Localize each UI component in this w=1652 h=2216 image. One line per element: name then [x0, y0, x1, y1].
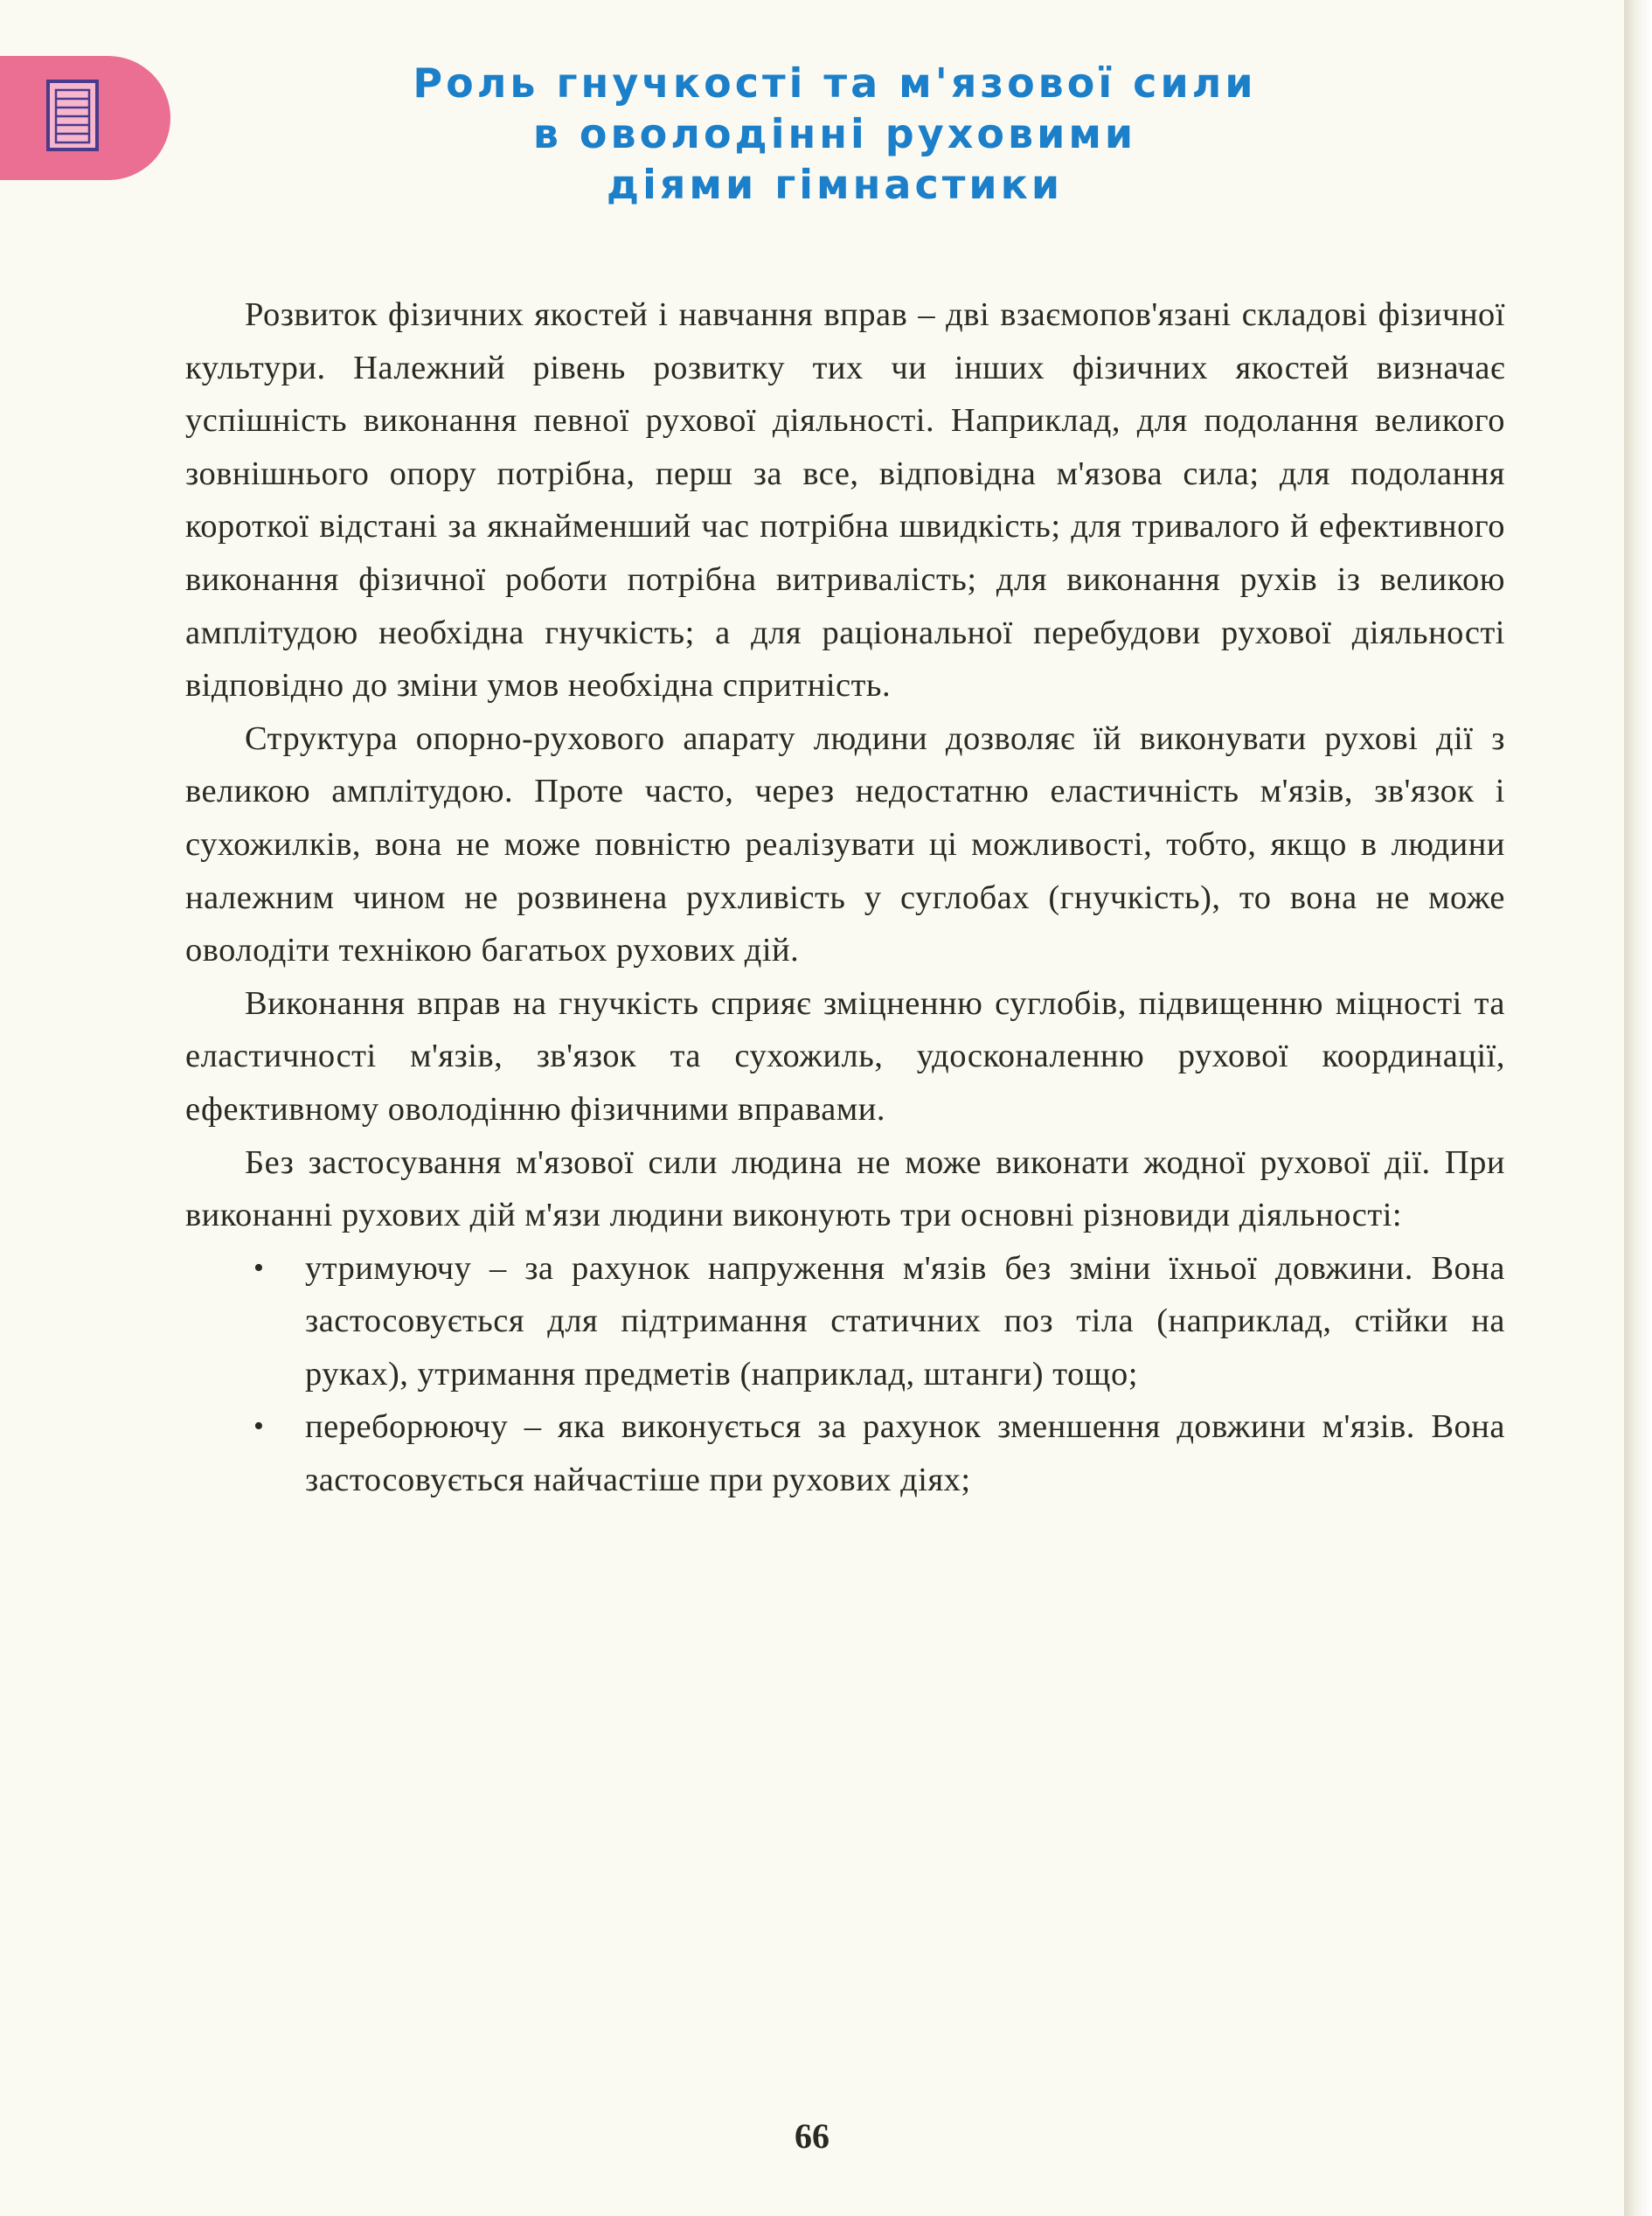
paragraph: Розвиток фізичних якостей і навчання вправ – дві взаємопов'язані складові фізичної культури. Належний рівень розвитку тих чи інших фізичних якостей визначає успішність виконання певної рухової діяльності. Наприклад, для подолання великого зовнішнього опору потрібна, перш за все, відповідна м'язова сила; для подолання короткої відстані за якнайменший час потрібна швидкість; для тривалого й ефективного виконання фізичної роботи потрібна витривалість; для виконання рухів із великою амплітудою необхідна гнучкість; а для раціональної перебудови рухової діяльності відповідно до зміни умов необхідна спритність.: [185, 296, 1505, 705]
page-title: [262, 58, 1407, 210]
paragraph: Структура опорно-рухового апарату людини дозволяє їй виконувати рухові дії з великою амплітудою. Проте часто, через недостатню еластичність м'язів, зв'язок і сухожилків, вона не може повністю реалізувати ці можливості, тобто, якщо в людини належним чином не розвинена рухливість у суглобах (гнучкість), то вона не може оволодіти технікою багатьох рухових дій.: [185, 719, 1505, 969]
page-edge: [1624, 0, 1652, 2216]
section-tab: [0, 56, 170, 180]
bullet-marker: •: [253, 1410, 265, 1443]
title-line: діями гімнастики: [606, 161, 1064, 208]
title-line: Роль гнучкості та м'язової сили: [413, 59, 1257, 107]
bullet-marker: •: [253, 1251, 265, 1284]
list-item: [185, 1400, 1505, 1506]
bullet-list: [185, 1242, 1505, 1507]
page-number: 66: [795, 2116, 829, 2156]
title-line: в оволодінні руховими: [532, 110, 1137, 157]
document-lines-icon: [45, 79, 100, 152]
list-item: [185, 1242, 1505, 1401]
body-text: [185, 288, 1505, 1507]
paragraph: Виконання вправ на гнучкість сприяє зміцненню суглобів, підвищенню міцності та еластичності м'язів, зв'язок та сухожиль, удосконаленню рухової координації, ефективному оволодінню фізичними вправами.: [185, 984, 1505, 1128]
list-item-text: утримуючу – за рахунок напруження м'язів без зміни їхньої довжини. Вона застосовується для підтримання статичних поз тіла (наприклад, стійки на руках), утримання предметів (наприклад, штанги) тощо;: [305, 1249, 1505, 1393]
list-item-text: переборюючу – яка виконується за рахунок зменшення довжини м'язів. Вона застосовується найчастіше при рухових діях;: [305, 1408, 1505, 1499]
paragraph: Без застосування м'язової сили людина не може виконати жодної рухової дії. При виконанні рухових дій м'язи людини виконують три основні різновиди діяльності:: [185, 1143, 1505, 1234]
